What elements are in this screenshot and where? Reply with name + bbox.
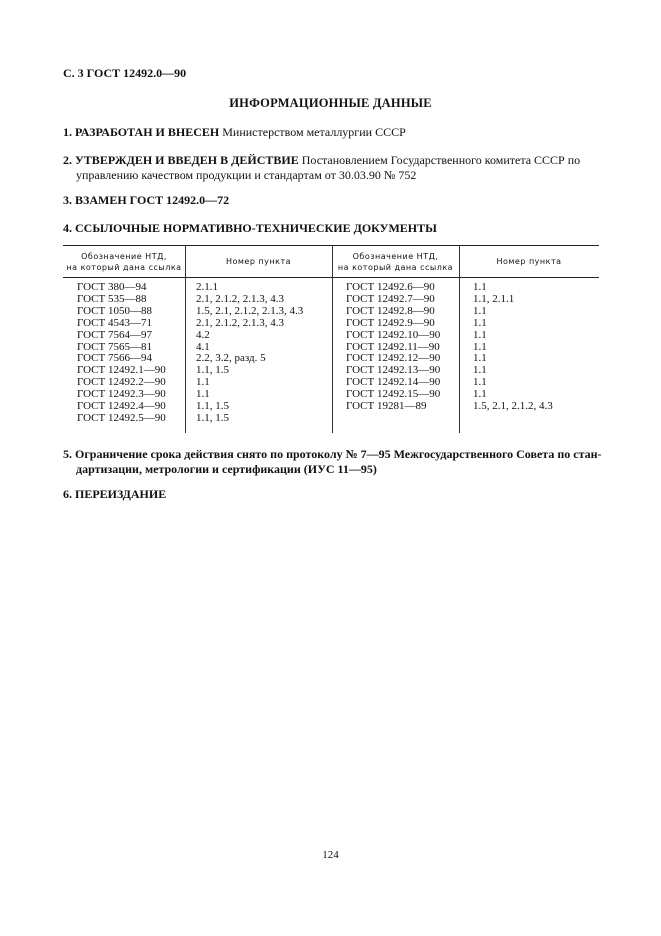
table-col-divider — [459, 245, 460, 433]
table-cell-left-clause: 1.1, 1.5 — [196, 411, 229, 424]
table-cell-right-clause: 1.1 — [473, 316, 487, 329]
table-cell-left-clause: 4.1 — [196, 340, 210, 353]
table-cell-left-clause: 1.1 — [196, 376, 210, 389]
table-cell-right-doc: ГОСТ 12492.10—90 — [346, 328, 441, 341]
info-item-2 — [63, 153, 603, 183]
table-cell-left-doc: ГОСТ 7564—97 — [77, 328, 152, 341]
info-item-3 — [63, 193, 603, 208]
table-top-rule — [63, 245, 599, 246]
table-cell-right-doc: ГОСТ 12492.9—90 — [346, 316, 435, 329]
table-cell-right-doc: ГОСТ 12492.7—90 — [346, 292, 435, 305]
table-cell-right-clause: 1.1, 2.1.1 — [473, 292, 515, 305]
table-cell-left-doc: ГОСТ 4543—71 — [77, 316, 152, 329]
left-doc-column — [77, 282, 166, 425]
table-cell-right-clause: 1.1 — [473, 328, 487, 341]
table-cell-left-clause: 1.5, 2.1, 2.1.2, 2.1.3, 4.3 — [196, 304, 304, 317]
table-cell-right-clause: 1.1 — [473, 388, 487, 401]
info-item-5-heading-cont: дартизации, метрологии и сертификации (ИУС 11—95) — [76, 462, 377, 476]
table-cell-left-doc: ГОСТ 7566—94 — [77, 352, 152, 365]
table-cell-right-doc: ГОСТ 12492.15—90 — [346, 388, 441, 401]
table-cell-left-doc: ГОСТ 12492.3—90 — [77, 388, 166, 401]
info-item-2-heading: 2. УТВЕРЖДЕН И ВВЕДЕН В ДЕЙСТВИЕ — [63, 153, 299, 167]
table-cell-left-doc: ГОСТ 535—88 — [77, 292, 147, 305]
info-item-2-text: Постановлением Государственного комитета СССР по — [298, 153, 581, 167]
page-number: 124 — [322, 849, 339, 861]
table-header-rule — [63, 277, 599, 278]
table-cell-left-clause: 1.1, 1.5 — [196, 400, 229, 413]
info-item-2-text-cont: управлению качеством продукции и стандартам от 30.03.90 № 752 — [76, 168, 417, 182]
table-cell-left-doc: ГОСТ 380—94 — [77, 281, 147, 293]
table-cell-right-doc: ГОСТ 12492.14—90 — [346, 376, 441, 389]
table-cell-right-clause: 1.1 — [473, 376, 487, 389]
page-header: С. 3 ГОСТ 12492.0—90 — [63, 66, 187, 80]
info-item-6 — [63, 487, 603, 502]
header-doc-designation-right: Обозначение НТД, на который дана ссылка — [337, 252, 454, 272]
table-cell-right-clause: 1.1 — [473, 281, 487, 293]
table-cell-left-clause: 1.1, 1.5 — [196, 364, 229, 377]
table-cell-right-clause: 1.1 — [473, 304, 487, 317]
table-cell-right-clause: 1.1 — [473, 340, 487, 353]
header-clause-left: Номер пункта — [225, 257, 292, 266]
info-item-1 — [63, 125, 603, 140]
table-cell-right-doc: ГОСТ 12492.8—90 — [346, 304, 435, 317]
table-cell-right-clause: 1.5, 2.1, 2.1.2, 4.3 — [473, 400, 553, 413]
info-item-3-heading: 3. ВЗАМЕН ГОСТ 12492.0—72 — [63, 193, 230, 207]
section-title: ИНФОРМАЦИОННЫЕ ДАННЫЕ — [229, 96, 432, 110]
info-item-5-heading: 5. Ограничение срока действия снято по протоколу № 7—95 Межгосударственного Совета по стан- — [63, 447, 602, 461]
left-clause-column — [196, 282, 303, 425]
table-cell-right-doc: ГОСТ 19281—89 — [346, 400, 427, 413]
table-cell-right-doc: ГОСТ 12492.13—90 — [346, 364, 441, 377]
info-item-1-text: Министерством металлургии СССР — [219, 125, 406, 139]
table-col-divider — [185, 245, 186, 433]
table-cell-left-doc: ГОСТ 7565—81 — [77, 340, 152, 353]
table-cell-left-clause: 1.1 — [196, 388, 210, 401]
table-cell-left-doc: ГОСТ 1050—88 — [77, 304, 152, 317]
info-item-1-heading: 1. РАЗРАБОТАН И ВНЕСЕН — [63, 125, 220, 139]
table-cell-right-doc: ГОСТ 12492.6—90 — [346, 281, 435, 293]
table-cell-left-clause: 2.1.1 — [196, 281, 218, 293]
table-cell-left-doc: ГОСТ 12492.5—90 — [77, 411, 166, 424]
right-doc-column — [346, 282, 440, 413]
info-item-6-heading: 6. ПЕРЕИЗДАНИЕ — [63, 487, 167, 501]
table-cell-left-clause: 4.2 — [196, 328, 210, 341]
header-doc-designation-left: Обозначение НТД, на который дана ссылка — [66, 252, 182, 272]
table-cell-right-doc: ГОСТ 12492.11—90 — [346, 340, 440, 353]
right-clause-column — [473, 282, 553, 413]
table-col-divider — [332, 245, 333, 433]
table-cell-right-doc: ГОСТ 12492.12—90 — [346, 352, 441, 365]
table-cell-left-clause: 2.2, 3.2, разд. 5 — [196, 352, 266, 365]
info-item-4 — [63, 221, 603, 236]
table-cell-left-clause: 2.1, 2.1.2, 2.1.3, 4.3 — [196, 292, 284, 305]
info-item-4-heading: 4. ССЫЛОЧНЫЕ НОРМАТИВНО-ТЕХНИЧЕСКИЕ ДОКУМЕНТЫ — [63, 221, 437, 235]
table-cell-right-clause: 1.1 — [473, 364, 487, 377]
info-item-5 — [63, 447, 603, 477]
table-cell-left-doc: ГОСТ 12492.1—90 — [77, 364, 166, 377]
table-cell-left-clause: 2.1, 2.1.2, 2.1.3, 4.3 — [196, 316, 284, 329]
table-cell-right-clause: 1.1 — [473, 352, 487, 365]
table-cell-left-doc: ГОСТ 12492.2—90 — [77, 376, 166, 389]
header-clause-right: Номер пункта — [496, 257, 562, 266]
table-cell-left-doc: ГОСТ 12492.4—90 — [77, 400, 166, 413]
